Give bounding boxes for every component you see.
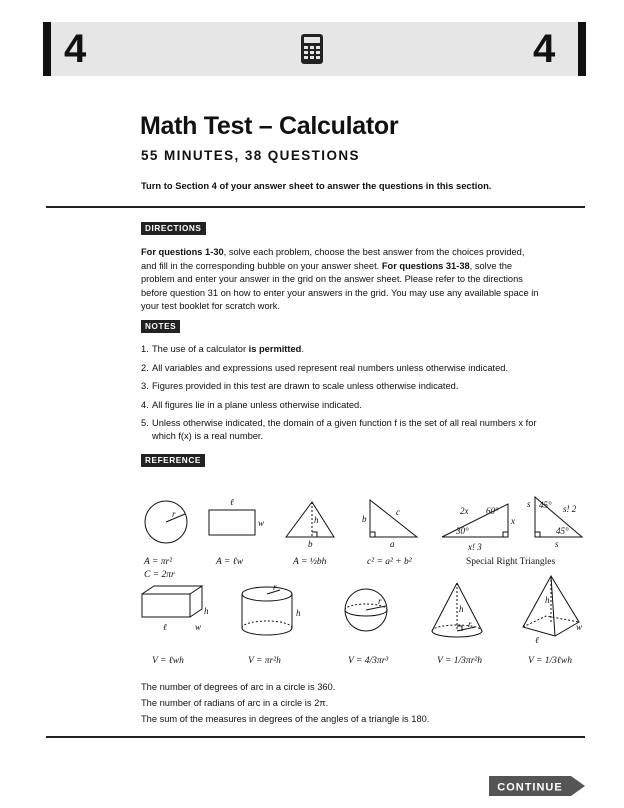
note-item-5 bbox=[141, 417, 561, 443]
fig-label: h bbox=[296, 608, 301, 618]
formula-rectangle-area: A = ℓw bbox=[216, 557, 244, 567]
fig-label: b bbox=[308, 539, 313, 549]
note-item-2 bbox=[141, 362, 561, 375]
directions-text bbox=[141, 246, 541, 314]
box-figure bbox=[142, 594, 190, 617]
intro-instruction: Turn to Section 4 of your answer sheet to answer the questions in this section. bbox=[141, 180, 492, 191]
directions-label: DIRECTIONS bbox=[141, 222, 206, 235]
fig-label: ℓ bbox=[230, 497, 234, 507]
note-end: . bbox=[301, 344, 304, 354]
note-text: Figures provided in this test are drawn to scale unless otherwise indicated. bbox=[152, 381, 459, 391]
fig-label: r bbox=[468, 619, 472, 629]
fig-label: w bbox=[258, 518, 265, 528]
note-number: 1. bbox=[141, 344, 149, 354]
note-bold: is permitted bbox=[248, 344, 302, 354]
formula-box-volume: V = ℓwh bbox=[152, 656, 184, 666]
fig-label: c bbox=[396, 507, 400, 517]
fig-label: x bbox=[511, 516, 515, 526]
formula-sphere-volume: V = 4/3πr³ bbox=[348, 656, 389, 666]
fig-label: b bbox=[362, 514, 367, 524]
fig-label: r bbox=[273, 582, 277, 592]
fig-label: ℓ bbox=[535, 635, 539, 645]
reference-fact-1: The number of degrees of arc in a circle is 360. bbox=[141, 682, 336, 692]
formula-cone-volume: V = 1/3πr²h bbox=[437, 656, 482, 666]
fig-label: h bbox=[204, 606, 209, 616]
fig-label: r bbox=[378, 596, 382, 606]
note-number: 4. bbox=[141, 400, 149, 410]
bottom-divider bbox=[46, 736, 585, 738]
directions-text-2: , solve the problem and enter your answer in the grid on the answer sheet. Please refer to the directions before question 31 on how to enter your answers in the grid. You may use any available space in your test booklet for scratch work. bbox=[141, 260, 539, 311]
note-number: 2. bbox=[141, 363, 149, 373]
right-triangle-figure bbox=[370, 500, 417, 537]
formula-circle-circumference: C = 2πr bbox=[144, 570, 175, 580]
continue-label: CONTINUE bbox=[497, 781, 563, 794]
fig-label: x! 3 bbox=[468, 542, 482, 552]
directions-text-1: , solve each problem, choose the best answer from the choices provided, and fill in the corresponding bubble on your answer sheet. bbox=[141, 247, 525, 271]
note-text: All variables and expressions used represent real numbers unless otherwise indicated. bbox=[152, 363, 509, 373]
fig-label: w bbox=[576, 622, 583, 632]
fig-label: r bbox=[172, 509, 176, 519]
note-text: All figures lie in a plane unless otherwise indicated. bbox=[152, 400, 362, 410]
fig-label: h bbox=[545, 595, 550, 605]
page-title: Math Test – Calculator bbox=[140, 112, 399, 140]
fig-label: a bbox=[390, 539, 395, 549]
cone-figure bbox=[432, 583, 457, 631]
fig-label: w bbox=[195, 622, 202, 632]
rectangle-figure bbox=[209, 510, 255, 535]
formula-triangle-area: A = ½bh bbox=[293, 557, 327, 567]
fig-label: 2x bbox=[460, 506, 469, 516]
note-text: Unless otherwise indicated, the domain of a given function f is the set of all real numbers x for bbox=[152, 418, 537, 428]
reference-fact-2: The number of radians of arc in a circle is 2π. bbox=[141, 698, 329, 708]
section-bar-right bbox=[578, 22, 586, 76]
note-item-1 bbox=[141, 343, 561, 356]
fig-label: 45° bbox=[556, 526, 569, 536]
note-text-cont: which f(x) is a real number. bbox=[152, 431, 264, 441]
fig-label: 60° bbox=[486, 506, 499, 516]
fig-label: ℓ bbox=[163, 622, 167, 632]
reference-fact-3: The sum of the measures in degrees of the angles of a triangle is 180. bbox=[141, 714, 430, 724]
reference-label: REFERENCE bbox=[141, 454, 205, 467]
triangle-figure bbox=[286, 502, 334, 537]
section-number-left: 4 bbox=[64, 27, 87, 71]
directions-bold-1: For questions 1-30 bbox=[141, 247, 224, 257]
note-number: 3. bbox=[141, 381, 149, 391]
reference-figures bbox=[130, 490, 590, 675]
fig-label: s! 2 bbox=[563, 504, 577, 514]
note-item-4 bbox=[141, 399, 561, 412]
calculator-icon bbox=[300, 33, 324, 65]
formula-pythagorean: c² = a² + b² bbox=[367, 557, 412, 567]
continue-button[interactable] bbox=[489, 776, 585, 796]
section-bar-left bbox=[43, 22, 51, 76]
notes-label: NOTES bbox=[141, 320, 180, 333]
formula-pyramid-volume: V = 1/3ℓwh bbox=[528, 656, 572, 666]
note-text: The use of a calculator bbox=[152, 344, 249, 354]
fig-label: 45° bbox=[539, 500, 552, 510]
special-triangles-caption: Special Right Triangles bbox=[466, 557, 556, 567]
top-divider bbox=[46, 206, 585, 208]
directions-bold-2: For questions 31-38 bbox=[381, 260, 470, 271]
formula-circle-area: A = πr² bbox=[144, 557, 173, 567]
fig-label: h bbox=[459, 604, 464, 614]
fig-label: s bbox=[527, 499, 531, 509]
note-item-3 bbox=[141, 380, 561, 393]
fig-label: 30° bbox=[456, 526, 469, 536]
page-subtitle: 55 MINUTES, 38 QUESTIONS bbox=[141, 148, 360, 163]
formula-cylinder-volume: V = πr²h bbox=[248, 656, 281, 666]
section-number-right: 4 bbox=[533, 27, 556, 71]
fig-label: s bbox=[555, 539, 559, 549]
note-number: 5. bbox=[141, 418, 149, 428]
fig-label: h bbox=[314, 515, 319, 525]
